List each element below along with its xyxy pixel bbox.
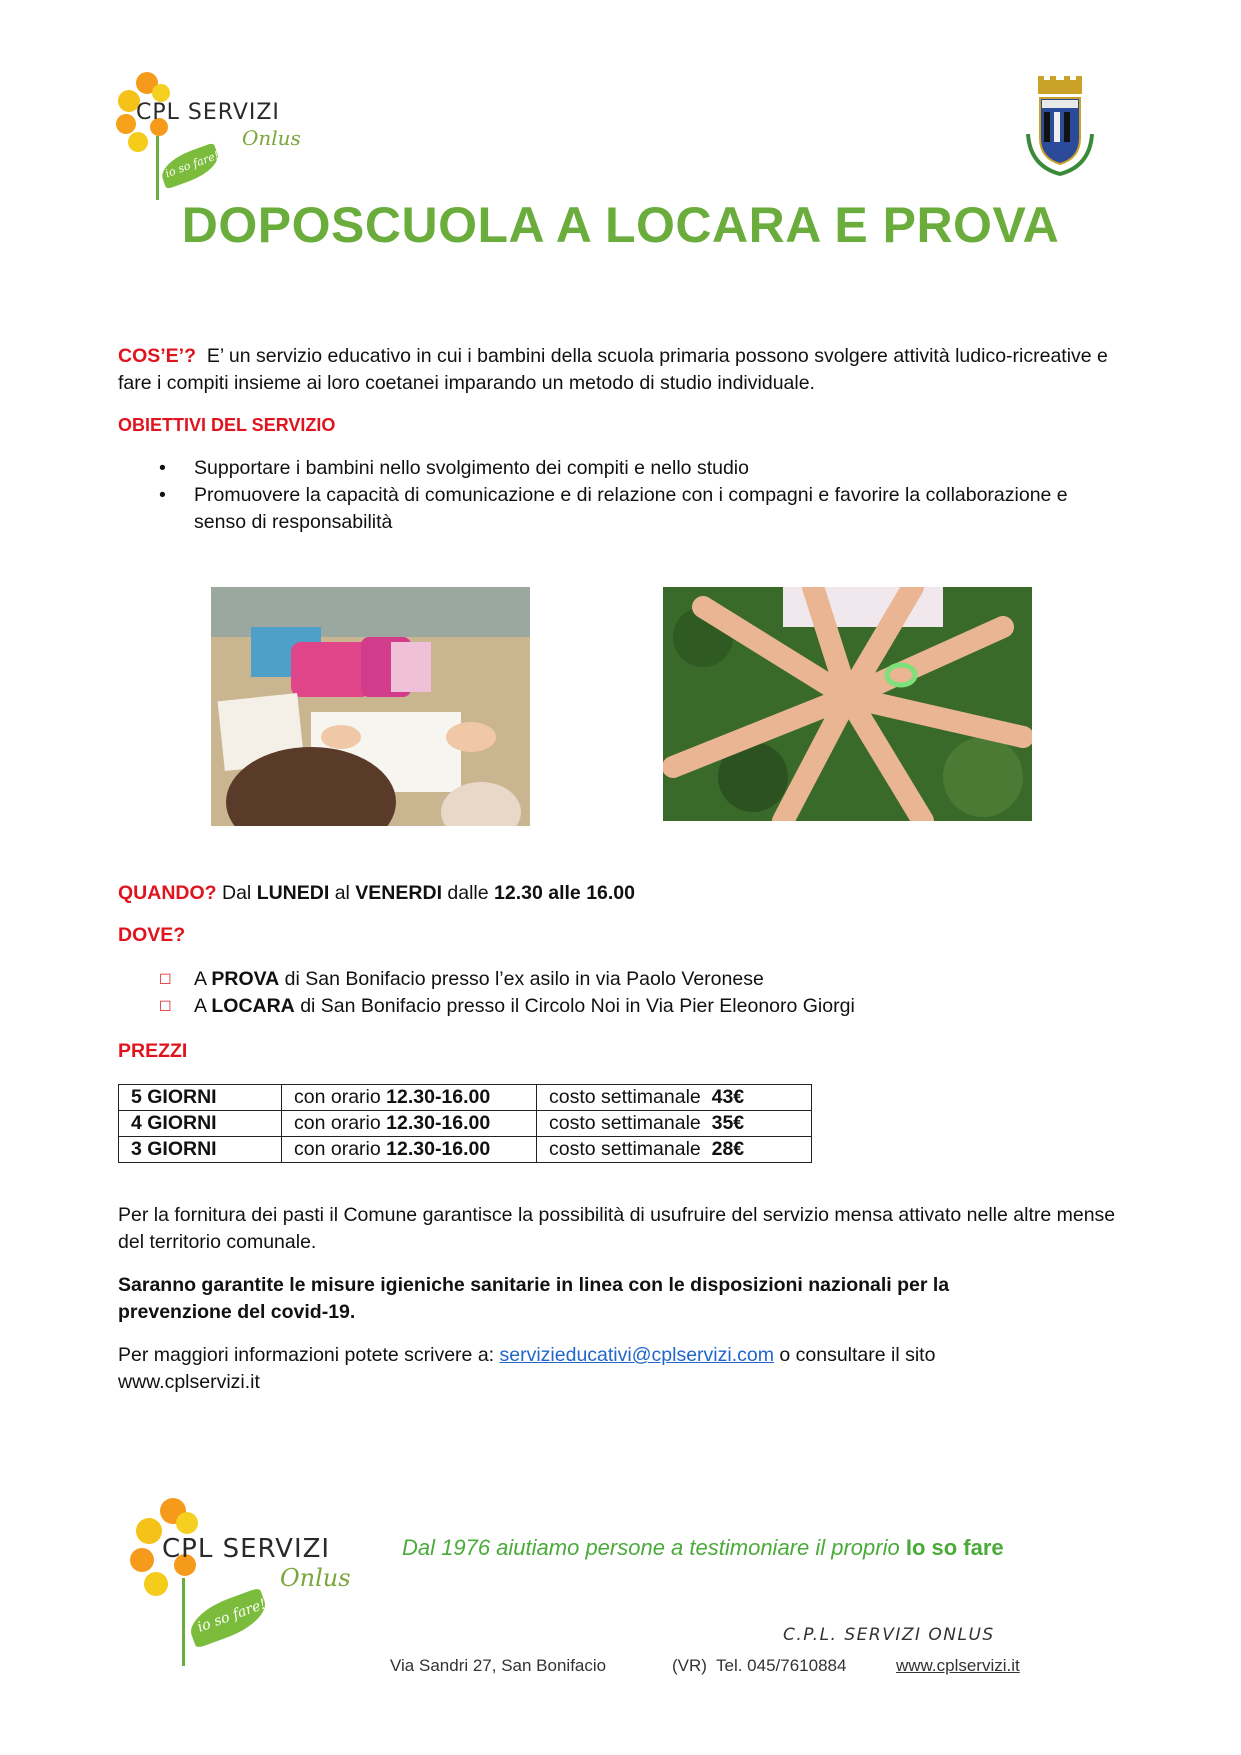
list-item: • Promuovere la capacità di comunicazione e di relazione con i compagni e favorire la collaborazione e senso di responsabilità xyxy=(159,484,1068,533)
coat-of-arms-icon xyxy=(1020,74,1100,184)
intro-paragraph xyxy=(118,343,1118,397)
photo-children-studying xyxy=(211,587,530,826)
footer-website: www.cplservizi.it xyxy=(896,1656,1020,1675)
logo-tagline: io so fare! xyxy=(163,148,221,181)
photo-joined-hands xyxy=(663,587,1032,821)
table-row: 3 GIORNI con orario 12.30-16.00 costo settimanale 28€ xyxy=(119,1137,812,1163)
email-link[interactable]: servizieducativi@cplservizi.com xyxy=(499,1344,774,1366)
page-title: DOPOSCUOLA A LOCARA E PROVA xyxy=(181,197,1060,253)
where-list xyxy=(118,966,1118,1020)
objectives-list xyxy=(118,455,1118,536)
objectives-heading: OBIETTIVI DEL SERVIZIO xyxy=(118,415,336,435)
footer-logo-tagline: io so fare! xyxy=(195,1596,269,1636)
logo-onlus: Onlus xyxy=(242,126,301,150)
bullet-icon: • xyxy=(159,484,166,506)
footer-logo xyxy=(130,1498,370,1668)
intro-text: E’ un servizio educativo in cui i bambini della scuola primaria possono svolgere attività ludico-ricreative e fare i compiti insieme ai loro coetanei imparando un metodo di studio individuale. xyxy=(118,345,1108,394)
square-bullet-icon: ☐ xyxy=(159,971,172,987)
meals-paragraph: Per la fornitura dei pasti il Comune garantisce la possibilità di usufruire del servizio mensa attivato nelle altre mense del territorio comunale. xyxy=(118,1204,1116,1253)
prices-heading: PREZZI xyxy=(118,1040,188,1062)
info-paragraph: Per maggiori informazioni potete scrivere a: servizieducativi@cplservizi.com o consultare il sito www.cplservizi.it xyxy=(118,1344,936,1393)
intro-label: COS’E’? xyxy=(118,345,197,367)
footer-logo-text: CPL SERVIZI xyxy=(162,1534,331,1564)
covid-paragraph: Saranno garantite le misure igieniche sanitarie in linea con le disposizioni nazionali per la prevenzione del covid-19. xyxy=(118,1274,950,1323)
website-text: www.cplservizi.it xyxy=(118,1371,260,1393)
footer-address-line xyxy=(390,1656,1030,1676)
table-row: 5 GIORNI con orario 12.30-16.00 costo settimanale 43€ xyxy=(119,1085,812,1111)
logo-text: CPL SERVIZI xyxy=(136,100,280,125)
footer-org-name: C.P.L. SERVIZI ONLUS xyxy=(783,1625,995,1645)
footer-phone: Tel. 045/7610884 xyxy=(716,1656,847,1675)
footer-province: (VR) xyxy=(672,1656,707,1675)
table-row: 4 GIORNI con orario 12.30-16.00 costo settimanale 35€ xyxy=(119,1111,812,1137)
prices-table xyxy=(118,1084,812,1163)
when-line: QUANDO? Dal LUNEDI al VENERDI dalle 12.30 alle 16.00 xyxy=(118,882,635,904)
square-bullet-icon: ☐ xyxy=(159,998,172,1014)
footer-address: Via Sandri 27, San Bonifacio xyxy=(390,1656,607,1675)
list-item: ☐ A PROVA di San Bonifacio presso l’ex asilo in via Paolo Veronese xyxy=(118,966,1118,993)
list-item: ☐ A LOCARA di San Bonifacio presso il Circolo Noi in Via Pier Eleonoro Giorgi xyxy=(118,993,1118,1020)
footer-logo-onlus: Onlus xyxy=(280,1564,351,1592)
bullet-icon: • xyxy=(159,457,166,479)
where-heading: DOVE? xyxy=(118,924,186,946)
footer-slogan: Dal 1976 aiutiamo persone a testimoniare il proprio Io so fare xyxy=(402,1535,1004,1560)
header-logo xyxy=(116,72,316,202)
list-item: • Supportare i bambini nello svolgimento dei compiti e nello studio xyxy=(118,455,1118,482)
